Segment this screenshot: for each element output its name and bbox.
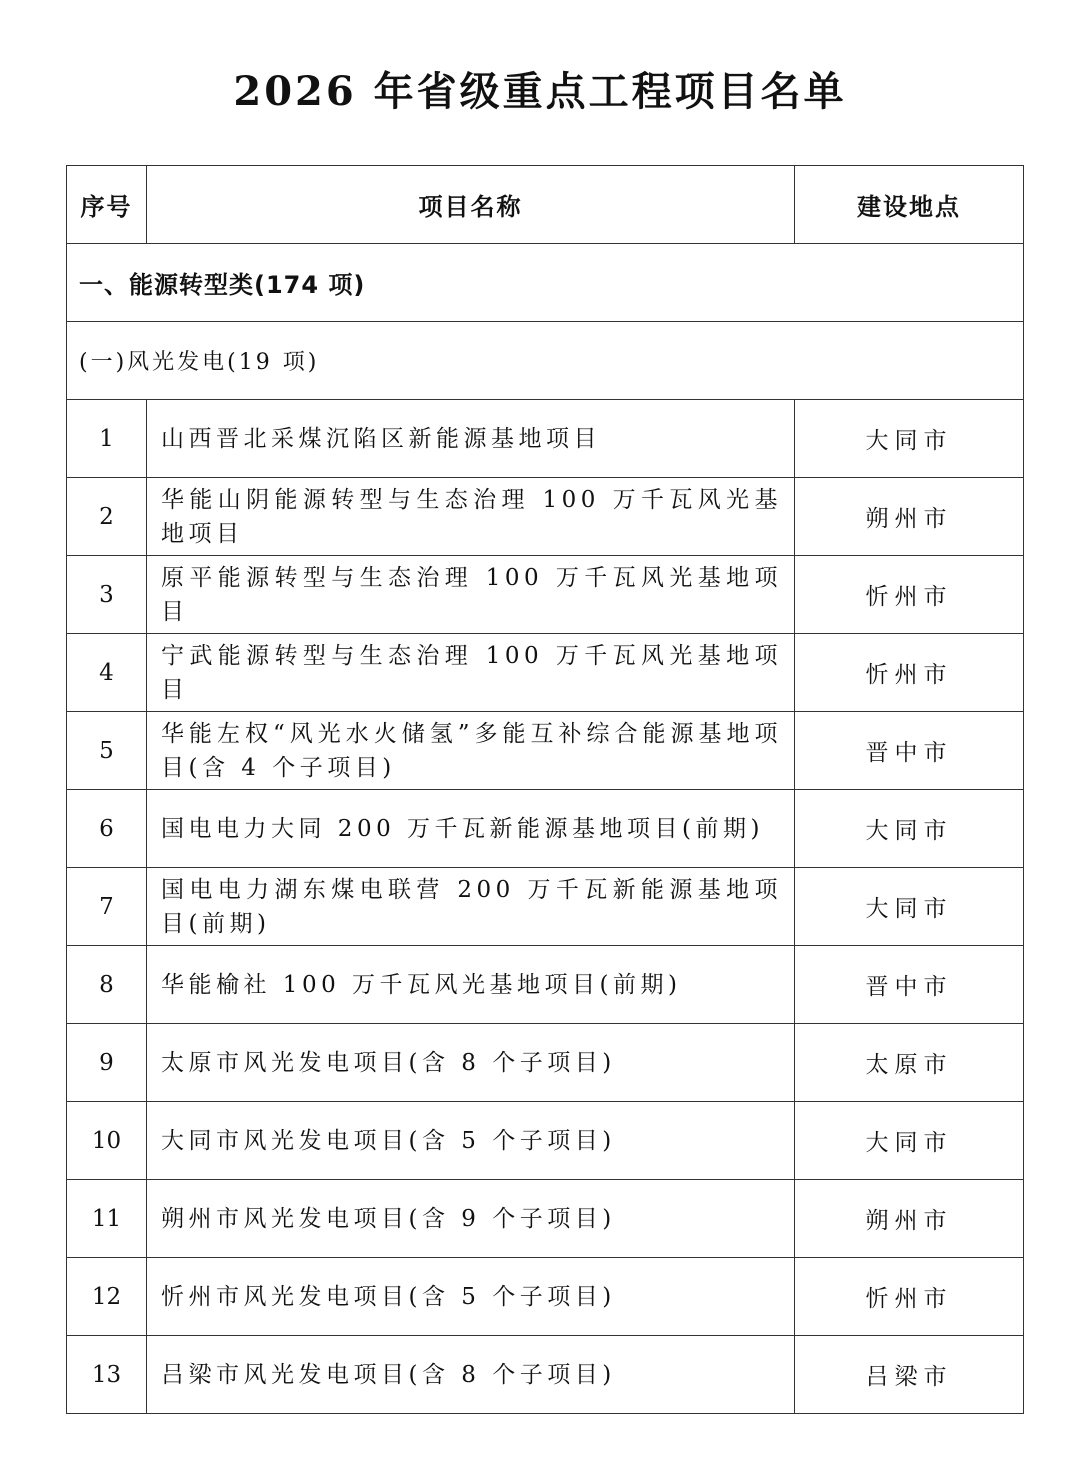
row-number: 3 [67,556,147,634]
project-name: 吕梁市风光发电项目(含 8 个子项目) [147,1336,795,1414]
row-number: 7 [67,868,147,946]
table-row [67,478,1024,556]
project-name: 太原市风光发电项目(含 8 个子项目) [147,1024,795,1102]
table-row [67,1336,1024,1414]
project-name: 大同市风光发电项目(含 5 个子项目) [147,1102,795,1180]
table-row [67,946,1024,1024]
table-row [67,556,1024,634]
project-name: 华能左权“风光水火储氢”多能互补综合能源基地项目(含 4 个子项目) [147,712,795,790]
project-name: 朔州市风光发电项目(含 9 个子项目) [147,1180,795,1258]
row-number: 10 [67,1102,147,1180]
header-name: 项目名称 [147,166,795,244]
project-location: 忻州市 [795,556,1024,634]
row-number: 11 [67,1180,147,1258]
row-number: 12 [67,1258,147,1336]
project-location: 忻州市 [795,1258,1024,1336]
row-number: 9 [67,1024,147,1102]
project-location: 太原市 [795,1024,1024,1102]
table-row [67,1102,1024,1180]
project-location: 晋中市 [795,946,1024,1024]
project-name: 山西晋北采煤沉陷区新能源基地项目 [147,400,795,478]
project-table [66,165,1024,1414]
row-number: 4 [67,634,147,712]
project-location: 大同市 [795,400,1024,478]
project-name: 华能山阴能源转型与生态治理 100 万千瓦风光基地项目 [147,478,795,556]
row-number: 2 [67,478,147,556]
table-row [67,634,1024,712]
project-name: 忻州市风光发电项目(含 5 个子项目) [147,1258,795,1336]
project-name: 原平能源转型与生态治理 100 万千瓦风光基地项目 [147,556,795,634]
table-row [67,1024,1024,1102]
table-row [67,712,1024,790]
table-body [67,244,1024,1414]
project-location: 大同市 [795,1102,1024,1180]
row-number: 8 [67,946,147,1024]
table-row [67,400,1024,478]
subcategory-row [67,322,1024,400]
row-number: 13 [67,1336,147,1414]
header-no: 序号 [67,166,147,244]
project-location: 忻州市 [795,634,1024,712]
project-location: 晋中市 [795,712,1024,790]
project-location: 吕梁市 [795,1336,1024,1414]
table-row [67,868,1024,946]
row-number: 1 [67,400,147,478]
table-row [67,1258,1024,1336]
header-location: 建设地点 [795,166,1024,244]
project-name: 华能榆社 100 万千瓦风光基地项目(前期) [147,946,795,1024]
project-location: 朔州市 [795,478,1024,556]
row-number: 5 [67,712,147,790]
project-location: 大同市 [795,868,1024,946]
project-name: 国电电力大同 200 万千瓦新能源基地项目(前期) [147,790,795,868]
page-title: 2026 年省级重点工程项目名单 [233,68,847,115]
project-name: 宁武能源转型与生态治理 100 万千瓦风光基地项目 [147,634,795,712]
subcategory-label: (一)风光发电(19 项) [67,322,1024,400]
table-header-row [67,166,1024,244]
table-row [67,790,1024,868]
category-label: 一、能源转型类(174 项) [67,244,1024,322]
table-row [67,1180,1024,1258]
project-location: 朔州市 [795,1180,1024,1258]
project-name: 国电电力湖东煤电联营 200 万千瓦新能源基地项目(前期) [147,868,795,946]
project-location: 大同市 [795,790,1024,868]
category-row [67,244,1024,322]
row-number: 6 [67,790,147,868]
